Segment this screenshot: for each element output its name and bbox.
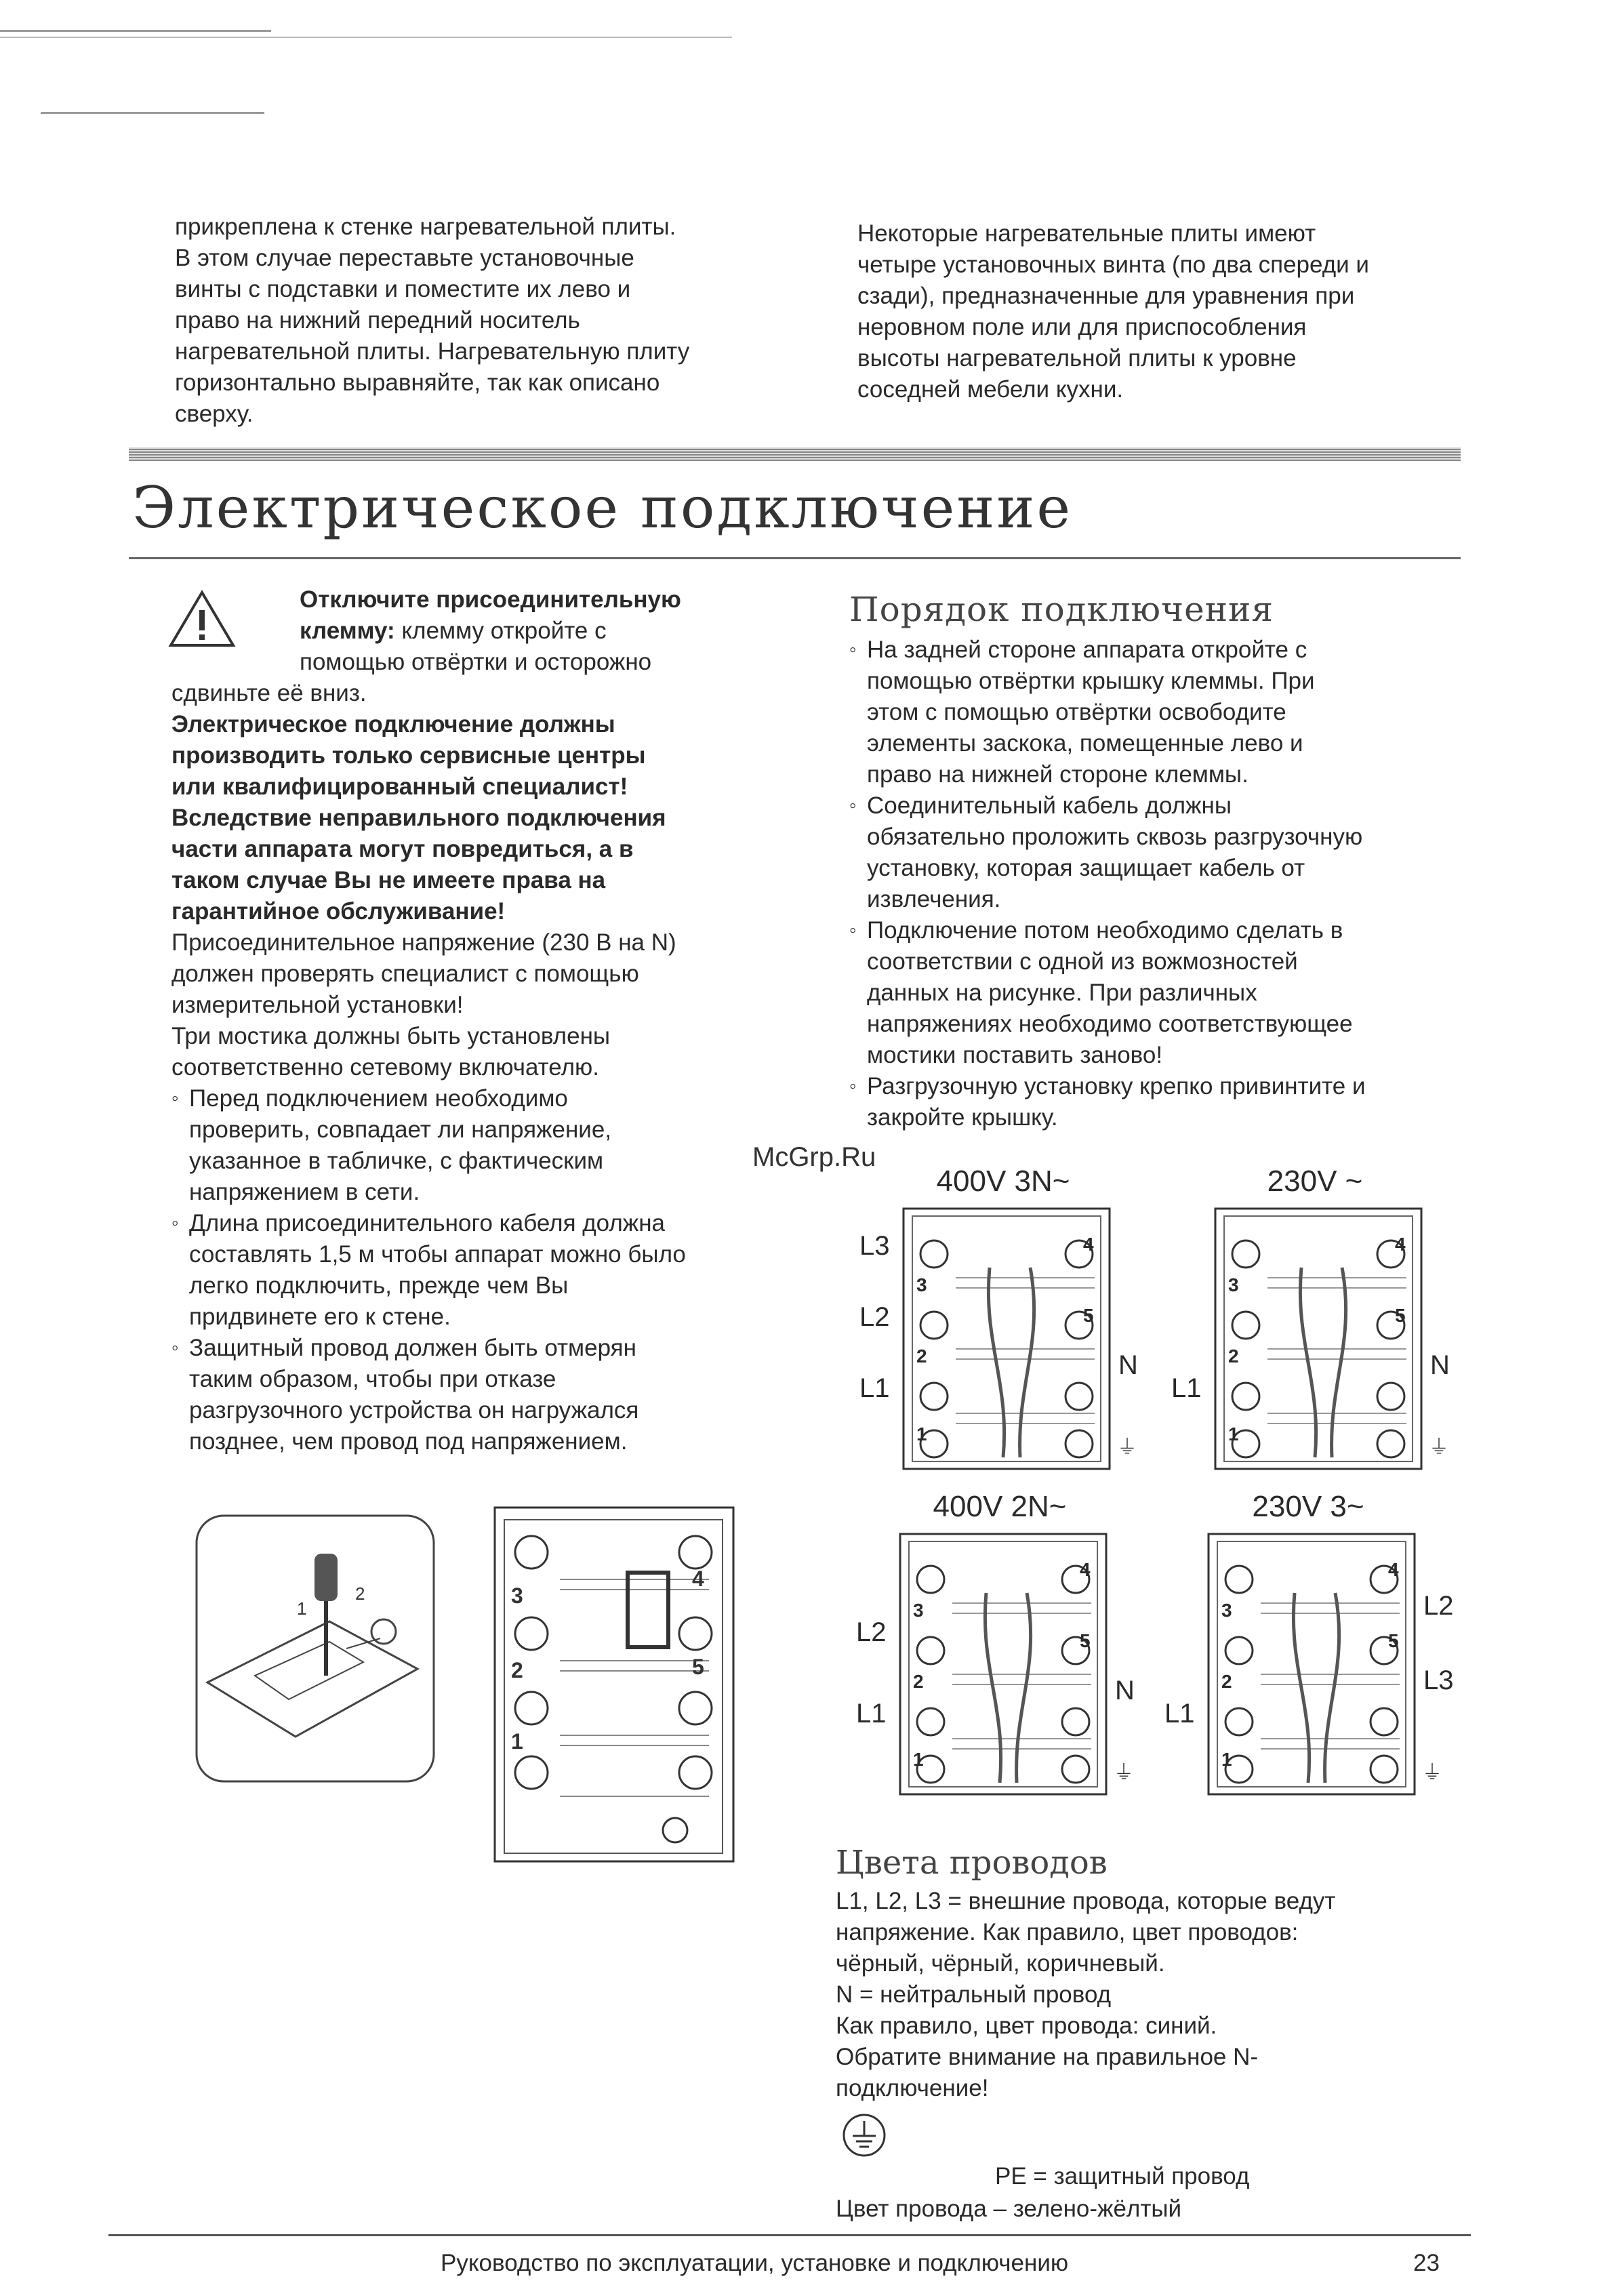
terminal-number: 5 [1080,1630,1091,1651]
text-line: напряжение. Как правило, цвет проводов: [836,1919,1299,1945]
text-line: соседней мебели кухни. [857,376,1124,403]
terminal-number: 1 [511,1729,523,1754]
terminal-number: 1 [1228,1423,1239,1444]
terminal-number: 2 [1228,1346,1239,1367]
diagram-title: 400V 3N~ [936,1165,1070,1198]
text-line: ◦ Подключение потом необходимо сделать в [867,917,1343,944]
text-line: горизонтально выравняйте, так как описано [175,369,660,396]
ground-icon: ⏚ [1422,1762,1442,1784]
text-line: сверху. [175,401,253,427]
text-line: разгрузочного устройства он нагружался [189,1397,639,1423]
text-line: ◦ Перед подключением необходимо [189,1085,568,1112]
warning-bold-line: части аппарата могут повредиться, а в [171,836,634,862]
ground-icon [840,2112,888,2159]
terminal-number: 2 [916,1346,927,1367]
terminal-diagram [898,1532,1108,1796]
text-line: соответствии с одной из вожмозностей [867,948,1298,975]
terminal-number: 1 [916,1423,927,1444]
text-line: установку, которая защищает кабель от [867,855,1305,881]
footer-rule [108,2234,1471,2236]
text-line: прикреплена к стенке нагревательной плиты. [175,214,676,240]
text-line: N = нейтральный провод [836,1981,1112,2008]
terminal-number: 3 [913,1600,924,1621]
warning-bold-line: Вследствие неправильного подключения [171,805,666,831]
wire-colors-text [836,1886,1446,2104]
text-line: напряжениях необходимо соответствующее [867,1011,1353,1037]
text-line: придвинете его к стене. [189,1304,451,1330]
text-line: составлять 1,5 м чтобы аппарат можно было [189,1241,686,1268]
list-item [849,1071,1493,1133]
phase-label: L2 [856,1617,887,1647]
text-line: четыре установочных винта (по два спереди и [857,251,1369,278]
diagram-title: 230V ~ [1267,1165,1363,1198]
section-rule-top [129,447,1461,461]
phase-label: L1 [856,1699,887,1729]
ground-icon: ⏚ [1117,1436,1137,1459]
terminal-number: 3 [1221,1600,1232,1621]
pe-color: Цвет провода – зелено-жёлтый [836,2196,1182,2222]
text-line: закройте крышку. [867,1104,1058,1131]
screwdriver-figure [194,1513,438,1784]
pe-line: PE = защитный провод [995,2163,1250,2189]
text-line: легко подключить, прежде чем Вы [189,1272,569,1299]
terminal-number: 4 [1395,1234,1406,1255]
diagram-title: 400V 2N~ [933,1490,1067,1523]
terminal-number: 4 [1080,1559,1091,1580]
text-line: подключение! [836,2075,989,2101]
list-item [849,634,1493,790]
text-line: мостики поставить заново! [867,1042,1163,1068]
terminal-number: 2 [511,1658,523,1682]
text-line: Некоторые нагревательные плиты имеют [857,220,1316,247]
text-line: Как правило, цвет провода: синий. [836,2013,1217,2039]
text-line: измерительной установки! [171,992,464,1018]
text-line: L1, L2, L3 = внешние провода, которые ведут [836,1888,1336,1914]
text-line: Присоединительное напряжение (230 В на N) [171,929,676,956]
list-item [171,1208,781,1333]
text-line: напряжением в сети. [189,1179,420,1205]
wire-colors-title: Цвета проводов [836,1844,1108,1882]
terminal-number: 2 [1221,1671,1232,1692]
top-rule-1 [0,30,271,32]
top-right-column [857,218,1467,405]
terminal-number: 3 [511,1583,523,1608]
warning-lead [300,584,774,678]
text-line: должен проверять специалист с помощью [171,961,639,987]
text-line: этом с помощью отвёртки освободите [867,699,1286,725]
terminal-number: 5 [1395,1305,1406,1326]
terminal-number: 2 [913,1671,924,1692]
footer-text: Руководство по эксплуатации, установке и подключению [441,2250,1069,2276]
warning-lead-bold: клемму: [300,618,395,644]
text-line: нагревательной плиты. Нагревательную плиту [175,338,690,365]
list-item [849,790,1493,915]
text-line: ◦ Защитный провод должен быть отмерян [189,1335,636,1361]
terminal-number: 1 [913,1749,924,1770]
warning-body [171,678,781,1457]
text-line: Обратите внимание на правильное N- [836,2044,1259,2070]
text-line: ◦ На задней стороне аппарата откройте с [867,637,1307,663]
phase-label: L1 [859,1373,890,1403]
terminal-number: 4 [692,1567,704,1591]
terminal-number: 5 [692,1655,704,1679]
callout-2: 2 [355,1583,365,1604]
phase-label: L2 [1423,1591,1454,1621]
watermark: McGrp.Ru [752,1142,876,1172]
phase-label: L1 [1164,1699,1195,1729]
warning-bold-line: гарантийное обслуживание! [171,898,506,925]
phase-label: N [1118,1350,1138,1380]
text-line: ◦ Длина присоединительного кабеля должна [189,1210,665,1236]
text-line: Три мостика должны быть установлены [171,1023,611,1049]
warning-bold-line: производить только сервисные центры [171,742,646,769]
warning-bold-line: таком случае Вы не имеете права на [171,867,606,893]
text-line: неровном поле или для приспособления [857,314,1307,340]
warning-lead-bold: Отключите присоединительную [300,586,681,613]
phase-label: L3 [1423,1665,1454,1695]
terminal-diagram [1213,1207,1423,1471]
text-line: элементы заскока, помещенные лево и [867,730,1303,756]
text-line: право на нижней стороне клеммы. [867,761,1249,788]
text-line: сзади), предназначенные для уравнения при [857,283,1355,309]
terminal-diagram [901,1207,1112,1471]
list-item [171,1333,781,1457]
text-line: ◦ Разгрузочную установку крепко привинтите и [867,1073,1366,1099]
phase-label: L2 [859,1302,890,1332]
terminal-number: 3 [916,1274,927,1295]
text-line: высоты нагревательной плиты к уровне [857,345,1297,371]
ground-icon: ⏚ [1114,1762,1134,1784]
section-rule-bottom [129,557,1461,559]
warning-bold-line: или квалифицированный специалист! [171,773,628,800]
text-line: право на нижний передний носитель [175,307,580,334]
list-item [849,915,1493,1071]
text-line: клемму откройте с [401,618,607,644]
text-line: помощью отвёртки крышку клеммы. При [867,668,1315,694]
list-item [171,1083,781,1208]
phase-label: N [1430,1350,1450,1380]
terminal-number: 1 [1221,1749,1232,1770]
section-title: Электрическое подключение [132,474,1073,541]
text-line: чёрный, чёрный, коричневый. [836,1950,1165,1977]
diagram-title: 230V 3~ [1252,1490,1364,1523]
terminal-number: 5 [1083,1305,1094,1326]
phase-label: N [1115,1676,1135,1705]
text-line: сдвиньте её вниз. [171,680,367,706]
ground-icon: ⏚ [1429,1436,1449,1459]
text-line: проверить, совпадает ли напряжение, [189,1116,612,1143]
terminal-number: 3 [1228,1274,1239,1295]
phase-label: L3 [859,1231,890,1261]
text-line: соответственно сетевому включателю. [171,1054,599,1080]
terminal-diagram [1206,1532,1417,1796]
warning-icon [168,588,236,649]
procedure-list [849,634,1493,1133]
text-line: помощью отвёртки и осторожно [300,649,652,675]
terminal-block-figure [492,1505,736,1864]
terminal-number: 4 [1388,1559,1399,1580]
page-number: 23 [1413,2250,1440,2276]
text-line: винты с подставки и поместите их лево и [175,276,631,302]
warning-bold-line: Электрическое подключение должны [171,711,615,738]
callout-1: 1 [297,1598,307,1619]
text-line: обязательно проложить сквозь разгрузочную [867,824,1363,850]
text-line: ◦ Соединительный кабель должны [867,792,1232,819]
text-line: В этом случае переставьте установочные [175,245,634,271]
text-line: таким образом, чтобы при отказе [189,1366,556,1392]
phase-label: L1 [1171,1373,1202,1403]
text-line: извлечения. [867,886,1001,912]
top-rule-2 [0,37,732,38]
procedure-title: Порядок подключения [849,590,1274,629]
text-line: данных на рисунке. При различных [867,979,1257,1006]
terminal-number: 4 [1083,1234,1094,1255]
terminal-number: 5 [1388,1630,1399,1651]
top-left-column [175,211,785,430]
text-line: указанное в табличке, с фактическим [189,1148,604,1174]
text-line: позднее, чем провод под напряжением. [189,1428,628,1455]
top-rule-3 [41,112,264,114]
